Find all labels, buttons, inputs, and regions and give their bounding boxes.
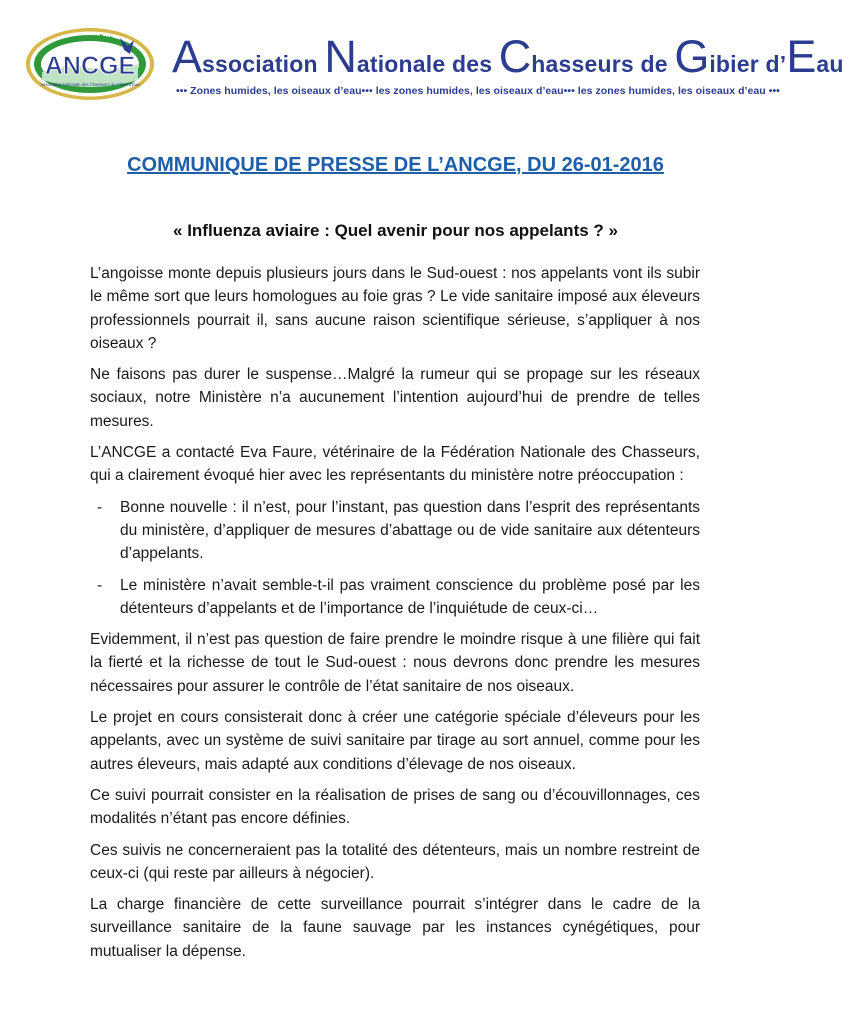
header-tagline: ••• Zones humides, les oiseaux d’eau••• les zones humides, les oiseaux d’eau••• les zones humides, les oiseaux d’eau ••• [176, 85, 780, 97]
paragraph: La charge financière de cette surveillance pourrait s’intégrer dans le cadre de la surveillance sanitaire de la faune sauvage par les instances cynégétiques, pour mutualiser la dépense. [90, 896, 700, 960]
bullet-text: Le ministère n’avait semble-t-il pas vraiment conscience du problème posé par les détenteurs d’appelants et de l’importance de l’inquiétude de ceux-ci… [120, 576, 700, 617]
title-word: ationale des [356, 51, 499, 77]
paragraph: L’ANCGE a contacté Eva Faure, vétérinaire de la Fédération Nationale des Chasseurs, qui a clairement évoqué hier avec les représentants du ministère notre préoccupation : [90, 444, 700, 485]
logo-emblem [24, 24, 164, 102]
paragraph: L’angoisse monte depuis plusieurs jours dans le Sud-ouest : nos appelants vont ils subir le même sort que leurs homologues au foie gras ? Le vide sanitaire imposé aux éleveurs professionnels pourrait il, sans aucune raison scientifique sérieuse, s’appliquer à nos oiseaux ? [90, 265, 700, 352]
bullet-text: Bonne nouvelle : il n’est, pour l’instant, pas question dans l’esprit des représentants du ministère, d’appliquer de mesures d’abattage ou de vide sanitaire aux détenteurs d’appelants. [120, 498, 700, 563]
bullet-marker: - [97, 498, 103, 516]
paragraph: Ces suivis ne concerneraient pas la totalité des détenteurs, mais un nombre restreint de ceux-ci (qui reste par ailleurs à négocier). [90, 841, 700, 882]
title-initial: N [324, 31, 357, 82]
title-word: hasseurs de [531, 51, 675, 77]
article-body [90, 262, 700, 971]
paragraph: Le projet en cours consisterait donc à créer une catégorie spéciale d’éleveurs pour les appelants, avec un système de suivi sanitaire par tirage au sort annuel, comme pour les autres éleveurs, mais adapté aux conditions d’élevage de nos oiseaux. [90, 709, 700, 773]
paragraph: Evidemment, il n’est pas question de faire prendre le moindre risque à une filière qui fait la fierté et la richesse de tout le Sud-ouest : nous devrons donc prendre les mesures nécessaires pour assurer le contrôle de l’état sanitaire de nos oiseaux. [90, 631, 700, 695]
title-initial: A [172, 31, 203, 82]
press-release-title: COMMUNIQUE DE PRESSE DE L’ANCGE, DU 26-01-2016 [127, 154, 664, 176]
title-initial: G [674, 31, 710, 82]
logo-text: ANCGE [44, 52, 136, 80]
title-word: ssociation [202, 51, 325, 77]
paragraph: Ne faisons pas durer le suspense…Malgré la rumeur qui se propage sur les réseaux sociaux, notre Ministère n’a aucunement l’intention aujourd’hui de prendre de telles mesures. [90, 366, 700, 430]
bullet-item [90, 574, 700, 621]
paragraph: Ce suivi pourrait consister en la réalisation de prises de sang ou d’écouvillonnages, ces modalités n’étant pas encore définies. [90, 786, 700, 828]
bullet-list [90, 496, 700, 620]
bullet-marker: - [97, 576, 103, 594]
title-initial: E [786, 31, 817, 82]
logo-subtitle: Association Nationale des Chasseurs de Gibier d'Eau [40, 82, 140, 87]
title-word: ibier d’ [709, 51, 787, 77]
bullet-item [90, 496, 700, 566]
ancge-logo [24, 24, 164, 102]
association-title [172, 31, 844, 82]
article-subtitle: « Influenza aviaire : Quel avenir pour nos appelants ? » [173, 221, 618, 240]
title-initial: C [498, 31, 532, 82]
title-word: au [816, 51, 844, 77]
